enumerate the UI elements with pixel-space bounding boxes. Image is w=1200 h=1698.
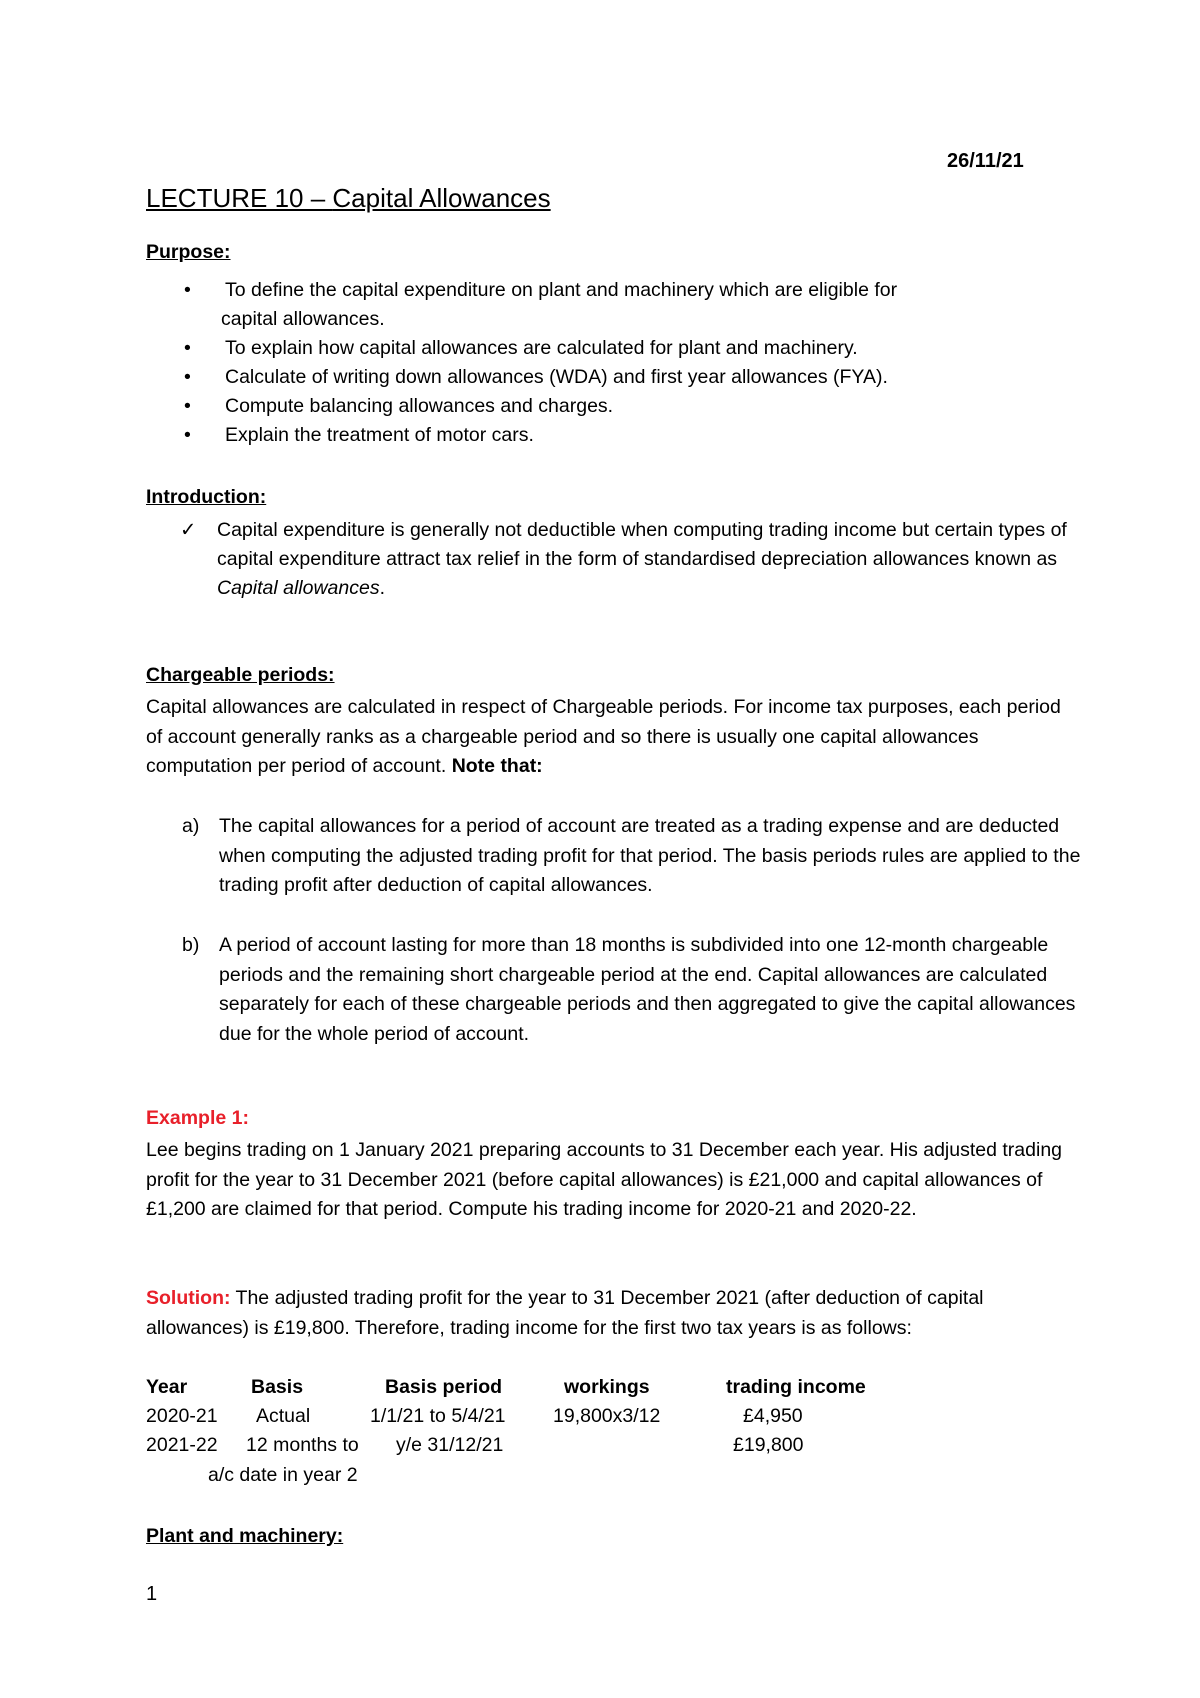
purpose-item-text: Calculate of writing down allowances (WDA) and first year allowances (FYA). bbox=[225, 366, 888, 388]
table-cell: y/e 31/12/21 bbox=[396, 1434, 504, 1456]
table-cell: £19,800 bbox=[733, 1434, 804, 1456]
bullet-icon: • bbox=[184, 279, 191, 301]
purpose-item bbox=[146, 276, 897, 334]
lecture-date: 26/11/21 bbox=[947, 150, 1024, 172]
chargeable-item-a bbox=[146, 812, 1089, 901]
example-text: Lee begins trading on 1 January 2021 preparing accounts to 31 December each year. His adjusted trading profit for the year to 31 December 2021 (before capital allowances) is £21,000 and capital allowances of £1,200 are claimed for that period. Compute his trading income for 2020-21 and 2020-22. bbox=[146, 1139, 1063, 1220]
list-item bbox=[146, 812, 1089, 901]
purpose-item bbox=[146, 334, 897, 363]
table-header-income: trading income bbox=[726, 1376, 866, 1398]
introduction-end: . bbox=[379, 577, 386, 599]
purpose-item-line: capital allowances. bbox=[221, 308, 385, 330]
solution-text: The adjusted trading profit for the year to 31 December 2021 (after deduction of capital allowances) is £19,800. Therefore, trading income for the first two tax years is as follows: bbox=[146, 1287, 984, 1339]
table-cell: a/c date in year 2 bbox=[208, 1464, 358, 1486]
table-cell: Actual bbox=[256, 1405, 311, 1427]
table-cell: 12 months to bbox=[246, 1434, 359, 1456]
list-item bbox=[146, 931, 1089, 1049]
table-header-basis: Basis bbox=[251, 1376, 304, 1398]
purpose-heading: Purpose: bbox=[146, 241, 231, 263]
purpose-item bbox=[146, 421, 897, 450]
introduction-term: Capital allowances bbox=[217, 577, 380, 599]
introduction-text: Capital expenditure is generally not deductible when computing trading income but certain types of capital expenditure attract tax relief in the form of standardised depreciation allowances known as bbox=[217, 519, 1067, 570]
chargeable-paragraph bbox=[146, 693, 1066, 782]
table-cell: £4,950 bbox=[743, 1405, 803, 1427]
purpose-item-line: To define the capital expenditure on plant and machinery which are eligible for bbox=[225, 279, 898, 301]
purpose-item-text: Compute balancing allowances and charges. bbox=[225, 395, 614, 417]
list-marker: b) bbox=[182, 934, 200, 956]
table-header-year: Year bbox=[146, 1376, 188, 1398]
checkmark-icon: ✓ bbox=[180, 519, 197, 541]
table-cell: 2021-22 bbox=[146, 1434, 218, 1456]
purpose-item bbox=[146, 392, 897, 421]
solution-label: Solution: bbox=[146, 1287, 231, 1309]
list-item-text: A period of account lasting for more than 18 months is subdivided into one 12-month chargeable periods and the remaining short chargeable period at the end. Capital allowances are calculated separately for each of these chargeable periods and then aggregated to give the capital allowances due for the whole period of account. bbox=[219, 934, 1076, 1045]
table-cell: 1/1/21 to 5/4/21 bbox=[370, 1405, 506, 1427]
purpose-list bbox=[146, 276, 897, 450]
table-header-workings: workings bbox=[564, 1376, 650, 1398]
bullet-icon: • bbox=[184, 395, 191, 417]
table-cell: 2020-21 bbox=[146, 1405, 218, 1427]
note-label: Note that: bbox=[451, 755, 543, 777]
bullet-icon: • bbox=[184, 337, 191, 359]
plant-heading: Plant and machinery: bbox=[146, 1525, 344, 1547]
example-label: Example 1: bbox=[146, 1107, 249, 1129]
purpose-item bbox=[146, 363, 897, 392]
chargeable-heading: Chargeable periods: bbox=[146, 664, 335, 686]
solution-paragraph bbox=[146, 1284, 1066, 1343]
title-prefix: LECTURE 10 – bbox=[146, 183, 333, 213]
chargeable-item-b bbox=[146, 931, 1089, 1049]
introduction-item bbox=[146, 516, 1077, 603]
list-item-text: The capital allowances for a period of account are treated as a trading expense and are deducted when computing the adjusted trading profit for that period. The basis periods rules are applied to the trading profit after deduction of capital allowances. bbox=[219, 815, 1081, 896]
purpose-item-text: Explain the treatment of motor cars. bbox=[225, 424, 534, 446]
title-rest: Capital Allowances bbox=[332, 183, 551, 213]
introduction-list bbox=[146, 516, 1077, 603]
table-cell: 19,800x3/12 bbox=[553, 1405, 661, 1427]
bullet-icon: • bbox=[184, 424, 191, 446]
introduction-heading: Introduction: bbox=[146, 486, 267, 508]
page-number: 1 bbox=[146, 1583, 158, 1605]
bullet-icon: • bbox=[184, 366, 191, 388]
list-marker: a) bbox=[182, 815, 200, 837]
purpose-item-text: To explain how capital allowances are calculated for plant and machinery. bbox=[225, 337, 858, 359]
table-header-period: Basis period bbox=[385, 1376, 503, 1398]
chargeable-text: Capital allowances are calculated in respect of Chargeable periods. For income tax purposes, each period of account generally ranks as a chargeable period and so there is usually one capital allowances computation per period of account. bbox=[146, 696, 1061, 777]
page-title bbox=[146, 183, 551, 214]
